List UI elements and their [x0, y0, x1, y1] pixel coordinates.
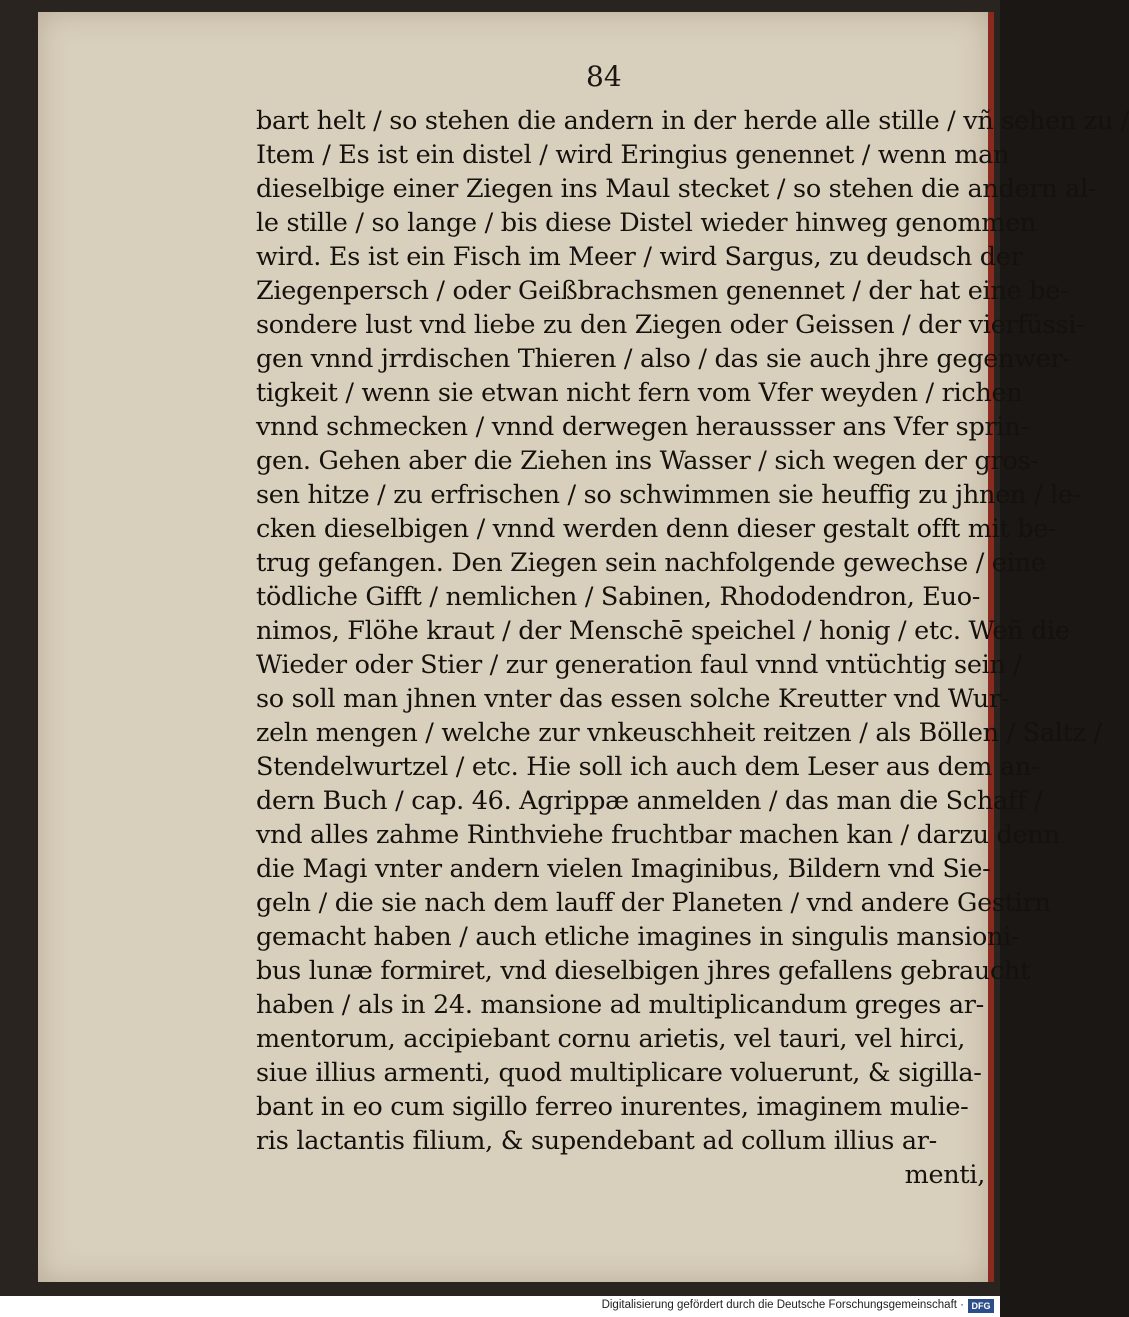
text-line: ris lactantis filium, & supendebant ad collum illius ar-: [256, 1126, 937, 1156]
text-line: gen. Gehen aber die Ziehen ins Wasser / sich wegen der gros-: [256, 446, 1039, 476]
footer-credit: Digitalisierung gefördert durch die Deutsche Forschungsgemeinschaft ·: [601, 1299, 964, 1311]
text-line: dieselbige einer Ziegen ins Maul stecket / so stehen die andern al-: [256, 174, 1097, 204]
footer-bar: [0, 1296, 1000, 1317]
text-line: trug gefangen. Den Ziegen sein nachfolgende gewechse / eine: [256, 548, 1046, 578]
text-line: mentorum, accipiebant cornu arietis, vel tauri, vel hirci,: [256, 1024, 966, 1054]
text-line: Ziegenpersch / oder Geißbrachsmen genennet / der hat eine be-: [256, 276, 1069, 306]
text-line: zeln mengen / welche zur vnkeuschheit reitzen / als Böllen / Saltz /: [256, 718, 1102, 748]
text-line: so soll man jhnen vnter das essen solche Kreutter vnd Wur-: [256, 684, 1010, 714]
text-line: tödliche Gifft / nemlichen / Sabinen, Rhododendron, Euo-: [256, 582, 981, 612]
text-line: gen vnnd jrrdischen Thieren / also / das sie auch jhre gegenwer-: [256, 344, 1071, 374]
text-line: sondere lust vnd liebe zu den Ziegen oder Geissen / der vierfüssi-: [256, 310, 1085, 340]
text-line: Stendelwurtzel / etc. Hie soll ich auch dem Leser aus dem an-: [256, 752, 1040, 782]
text-line: die Magi vnter andern vielen Imaginibus, Bildern vnd Sie-: [256, 854, 991, 884]
text-line: bart helt / so stehen die andern in der herde alle stille / vñ sehen zu /: [256, 106, 1129, 136]
text-line: wird. Es ist ein Fisch im Meer / wird Sargus, zu deudsch der: [256, 242, 1023, 272]
text-line: tigkeit / wenn sie etwan nicht fern vom Vfer weyden / richen: [256, 378, 1023, 408]
text-line: menti,: [904, 1160, 985, 1190]
page-text: [256, 104, 1129, 1192]
text-line: dern Buch / cap. 46. Agrippæ anmelden / das man die Schaff /: [256, 786, 1043, 816]
text-line: Wieder oder Stier / zur generation faul vnnd vntüchtig sein /: [256, 650, 1022, 680]
text-line: siue illius armenti, quod multiplicare voluerunt, & sigilla-: [256, 1058, 982, 1088]
text-line: bus lunæ formiret, vnd dieselbigen jhres gefallens gebraucht: [256, 956, 1031, 986]
text-line: vnnd schmecken / vnnd derwegen heraussser ans Vfer sprin-: [256, 412, 1029, 442]
dfg-logo: DFG: [968, 1299, 994, 1313]
text-line: vnd alles zahme Rinthviehe fruchtbar machen kan / darzu denn: [256, 820, 1060, 850]
text-line: haben / als in 24. mansione ad multiplicandum greges ar-: [256, 990, 984, 1020]
page-number: 84: [586, 60, 622, 93]
book-page: [38, 12, 1129, 1282]
text-line: sen hitze / zu erfrischen / so schwimmen sie heuffig zu jhnen / le-: [256, 480, 1081, 510]
text-line: Item / Es ist ein distel / wird Eringius genennet / wenn man: [256, 140, 1010, 170]
text-line: le stille / so lange / bis diese Distel wieder hinweg genommen: [256, 208, 1036, 238]
text-line: gemacht haben / auch etliche imagines in singulis mansioni-: [256, 922, 1020, 952]
text-line: nimos, Flöhe kraut / der Menschē speichel / honig / etc. Weñ die: [256, 616, 1070, 646]
text-line: bant in eo cum sigillo ferreo inurentes, imaginem mulie-: [256, 1092, 969, 1122]
text-line: cken dieselbigen / vnnd werden denn dieser gestalt offt mit be-: [256, 514, 1057, 544]
text-line: geln / die sie nach dem lauff der Planeten / vnd andere Gestirn: [256, 888, 1051, 918]
